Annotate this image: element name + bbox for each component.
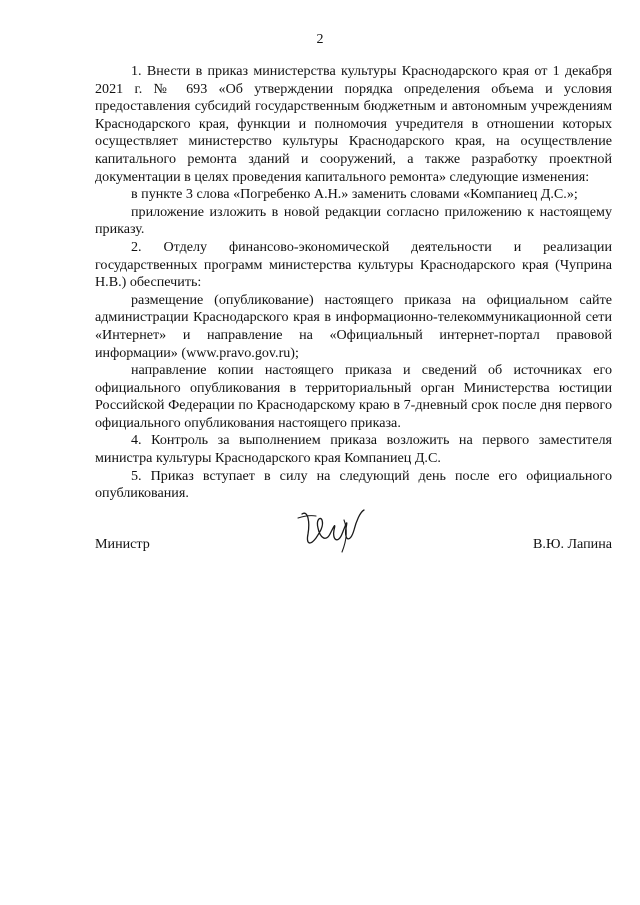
page-number: 2 [316,32,324,47]
paragraph-2-item-a: размещение (опубликование) настоящего приказа на официальном сайте администрации Краснодарского края в информационно-телекоммуникационной сети «Интернет» и направление на «Официальный интернет-портал правовой информации» (www.pravo.gov.ru); [95,291,612,361]
paragraph-4: 4. Контроль за выполнением приказа возложить на первого заместителя министра культуры Краснодарского края Компаниец Д.С. [95,432,612,467]
paragraph-2-item-b: направление копии настоящего приказа и сведений об источниках его официального опубликования в территориальный орган Министерства юстиции Российской Федерации по Краснодарскому краю в 7-дневный срок после дня первого официального опубликования настоящего приказа. [95,362,612,431]
signatory-position: Министр [95,536,150,552]
paragraph-1-item-a: в пункте 3 слова «Погребенко А.Н.» заменить словами «Компаниец Д.С.»; [131,186,578,203]
paragraph-1: 1. Внести в приказ министерства культуры Краснодарского края от 1 декабря 2021 г. № 693 «Об утверждении порядка определения объема и условия предоставления субсидий государственным бюджетным и автономным учреждениям Краснодарского края, функции и полномочия учредителя в отношении которых осуществляет министерство культуры Краснодарского края, на осуществление капитального ремонта зданий и сооружений, а также разработку проектной документации в целях проведения капитального ремонта» следующие изменения: [95,63,612,185]
paragraph-5: 5. Приказ вступает в силу на следующий день после его официального опубликования. [95,467,612,502]
paragraph-1-item-b: приложение изложить в новой редакции согласно приложению к настоящему приказу. [95,203,612,238]
paragraph-2: 2. Отделу финансово-экономической деятельности и реализации государственных программ министерства культуры Краснодарского края (Чуприна Н.В.) обеспечить: [95,238,612,291]
signature-block [95,536,612,553]
document-body [95,63,612,503]
signatory-name: В.Ю. Лапина [533,536,612,552]
